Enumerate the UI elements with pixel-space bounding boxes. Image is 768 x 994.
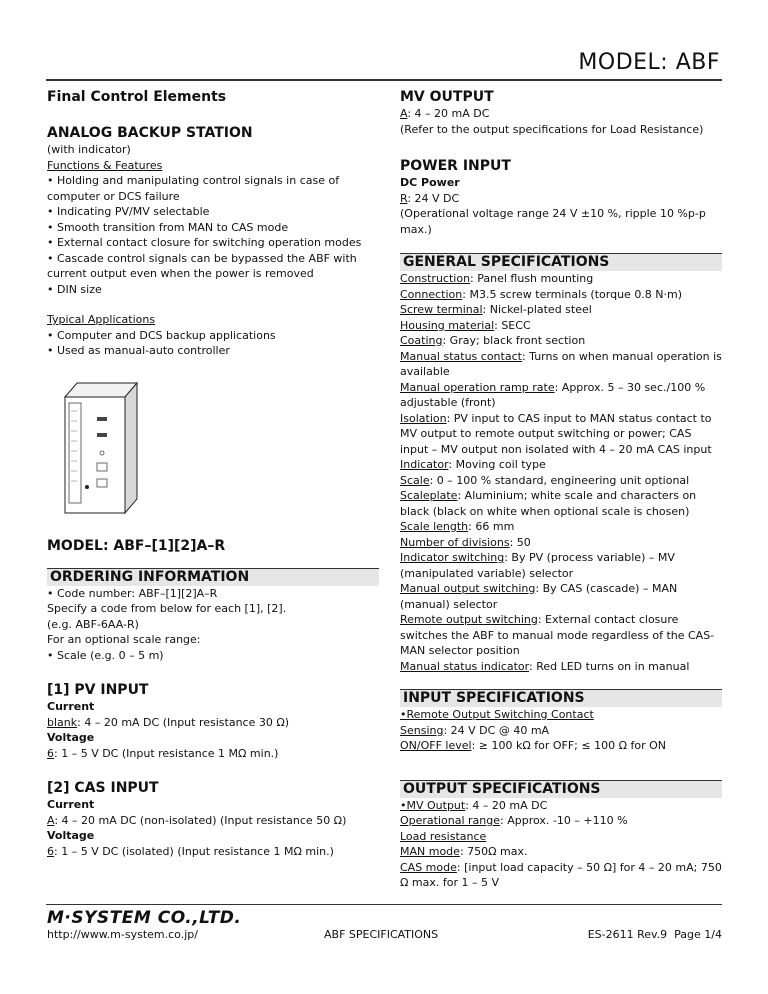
input-spec-list	[400, 707, 722, 754]
spec-key: Number of divisions	[400, 535, 510, 549]
spec-item	[400, 612, 722, 659]
spec-value: : 0 – 100 % standard, engineering unit optional	[429, 473, 690, 487]
list-item: computer or DCS failure	[47, 189, 180, 203]
footer-url[interactable]: http://www.m-system.co.jp/	[47, 928, 198, 941]
company-logo: M·SYSTEM CO.,LTD.	[47, 908, 242, 928]
spec-value: : 750Ω max.	[459, 845, 528, 858]
spec-value: : Nickel-plated steel	[482, 303, 592, 316]
list-item: • Scale (e.g. 0 – 5 m)	[47, 648, 164, 662]
list-item: For an optional scale range:	[47, 633, 201, 646]
features-list	[47, 173, 379, 297]
output-spec-heading: OUTPUT SPECIFICATIONS	[400, 780, 722, 798]
spec-item	[400, 813, 722, 829]
spec-key: Remote output switching	[400, 613, 538, 626]
list-item: • Cascade control signals can be bypassed the ABF with	[47, 251, 357, 265]
cas-voltage-label: Voltage	[47, 829, 95, 842]
model-title: MODEL: ABF	[578, 50, 720, 75]
spec-key: Housing material	[400, 318, 495, 332]
spec-item	[400, 488, 722, 519]
pv-current-line	[47, 715, 379, 731]
spec-key: Scaleplate	[400, 489, 458, 502]
list-item: (e.g. ABF-6AA-R)	[47, 617, 139, 631]
cas-current-line	[47, 813, 379, 829]
top-rule	[46, 79, 722, 81]
spec-item	[400, 581, 722, 612]
spec-key: Load resistance	[400, 829, 487, 843]
input-spec-heading: INPUT SPECIFICATIONS	[400, 689, 722, 707]
mv-output-note: (Refer to the output specifications for Load Resistance)	[400, 122, 704, 136]
spec-value: : By CAS (cascade) – MAN (manual) selector	[400, 582, 678, 611]
pv-voltage-label: Voltage	[47, 731, 95, 744]
cas-current-label: Current	[47, 798, 95, 811]
desc: : 1 – 5 V DC (isolated) (Input resistance 1 MΩ min.)	[54, 844, 334, 858]
power-line	[400, 191, 722, 207]
mv-output-heading: MV OUTPUT	[400, 89, 494, 105]
spec-value: : 4 – 20 mA DC	[465, 798, 548, 812]
footer-rule	[46, 904, 722, 905]
spec-value: : Gray; black front section	[442, 334, 586, 347]
list-item: • Code number: ABF–[1][2]A–R	[47, 586, 218, 600]
spec-item	[400, 738, 722, 754]
general-spec-list	[400, 271, 722, 674]
cas-input-heading: [2] CAS INPUT	[47, 780, 159, 796]
spec-value: : Approx. 5 – 30 sec./100 % adjustable (front)	[400, 380, 706, 409]
spec-key: MAN mode	[400, 845, 460, 858]
spec-item	[400, 411, 722, 458]
spec-value: : Moving coil type	[448, 458, 546, 471]
spec-item	[400, 798, 722, 814]
spec-key: Manual status indicator	[400, 659, 529, 673]
spec-key: Scale length	[400, 520, 469, 533]
desc: : 4 – 20 mA DC	[407, 107, 490, 120]
spec-item	[400, 318, 722, 334]
power-input-heading: POWER INPUT	[400, 158, 511, 174]
output-spec-list	[400, 798, 722, 891]
spec-item	[400, 829, 722, 845]
spec-item	[400, 535, 722, 551]
spec-item	[400, 380, 722, 411]
spec-value: : External contact closure switches the ABF to manual mode regardless of the CAS-MAN selector position	[400, 613, 715, 657]
pv-voltage-line	[47, 746, 379, 762]
spec-value: : [input load capacity – 50 Ω] for 4 – 20 mA; 750 Ω max. for 1 – 5 V	[400, 860, 722, 889]
category-heading: Final Control Elements	[47, 89, 227, 105]
spec-value: : Approx. -10 – +110 %	[500, 814, 628, 827]
spec-key: Construction	[400, 272, 471, 285]
spec-key: Operational range	[400, 814, 501, 827]
spec-key: Indicator	[400, 458, 449, 471]
cas-voltage-line	[47, 844, 379, 860]
spec-item	[400, 271, 722, 287]
spec-value: : Panel flush mounting	[470, 272, 594, 285]
list-item: • Used as manual-auto controller	[47, 344, 230, 357]
desc: : 4 – 20 mA DC (Input resistance 30 Ω)	[77, 715, 290, 729]
spec-key: Screw terminal	[400, 303, 483, 316]
general-spec-heading: GENERAL SPECIFICATIONS	[400, 253, 722, 271]
product-name: ANALOG BACKUP STATION	[47, 125, 253, 141]
spec-item	[400, 844, 722, 860]
spec-item	[400, 287, 722, 303]
spec-value: : M3.5 screw terminals (torque 0.8 N·m)	[462, 287, 683, 301]
spec-key: Isolation	[400, 411, 447, 425]
pv-input-heading: [1] PV INPUT	[47, 682, 149, 698]
features-title: Functions & Features	[47, 158, 163, 172]
list-item: • Smooth transition from MAN to CAS mode	[47, 220, 289, 234]
left-column	[47, 88, 379, 859]
spec-value: : Turns on when manual operation is available	[400, 349, 722, 378]
spec-key: CAS mode	[400, 860, 457, 874]
spec-key: Coating	[400, 334, 443, 347]
spec-item	[400, 723, 722, 739]
apps-title: Typical Applications	[47, 313, 156, 326]
page-number: Page 1/4	[674, 928, 722, 941]
spec-value: : 24 V DC @ 40 mA	[443, 723, 550, 737]
pv-current-label: Current	[47, 700, 95, 713]
list-item: current output even when the power is removed	[47, 267, 314, 280]
desc: : 24 V DC	[407, 191, 460, 205]
spec-value: : Red LED turns on in manual	[529, 659, 690, 673]
with-indicator: (with indicator)	[47, 143, 131, 156]
code: A	[400, 107, 408, 120]
list-item: • Holding and manipulating control signals in case of	[47, 174, 340, 187]
spec-value: : 66 mm	[468, 520, 515, 533]
code: A	[47, 813, 55, 827]
desc: : 1 – 5 V DC (Input resistance 1 MΩ min.)	[54, 746, 279, 760]
spec-key: Sensing	[400, 723, 444, 737]
code: blank	[47, 715, 78, 729]
spec-value: : 50	[509, 535, 531, 549]
spec-item	[400, 659, 722, 675]
ordering-heading: ORDERING INFORMATION	[47, 568, 379, 586]
spec-item	[400, 519, 722, 535]
spec-item	[400, 473, 722, 489]
mv-output-line	[400, 106, 722, 122]
list-item: • DIN size	[47, 282, 102, 296]
product-image	[57, 377, 147, 517]
spec-item	[400, 302, 722, 318]
spec-key: Indicator switching	[400, 551, 505, 564]
spec-key: Manual status contact	[400, 349, 522, 363]
power-sub: DC Power	[400, 176, 460, 189]
code: 6	[47, 844, 54, 858]
code: 6	[47, 746, 54, 760]
footer-title: ABF SPECIFICATIONS	[324, 928, 439, 941]
spec-value: : Aluminium; white scale and characters on black (black on white when optional scale is chosen)	[400, 489, 697, 518]
device-illustration	[57, 377, 157, 517]
list-item: • Indicating PV/MV selectable	[47, 205, 210, 218]
list-item: • External contact closure for switching operation modes	[47, 236, 362, 249]
spec-key: •MV Output	[400, 798, 466, 812]
model-code: MODEL: ABF–[1][2]A–R	[47, 537, 226, 554]
spec-item	[400, 349, 722, 380]
spec-key: Scale	[400, 473, 430, 487]
spec-value: : SECC	[494, 318, 531, 332]
list-item: Specify a code from below for each [1], [2].	[47, 602, 287, 615]
right-column	[400, 88, 722, 891]
spec-item	[400, 457, 722, 473]
footer-page-info	[588, 928, 722, 941]
spec-item	[400, 333, 722, 349]
spec-key: •Remote Output Switching Contact	[400, 708, 594, 721]
spec-value: : PV input to CAS input to MAN status contact to MV output to remote output switching or power; CAS input – MV output non isolated with 4 – 20 mA CAS input	[400, 411, 712, 456]
spec-key: Manual output switching	[400, 582, 536, 595]
power-note: (Operational voltage range 24 V ±10 %, ripple 10 %p-p max.)	[400, 207, 706, 236]
list-item: • Computer and DCS backup applications	[47, 328, 276, 342]
spec-item	[400, 860, 722, 891]
spec-value: : By PV (process variable) – MV (manipulated variable) selector	[400, 551, 675, 580]
spec-value: : ≥ 100 kΩ for OFF; ≤ 100 Ω for ON	[471, 739, 666, 752]
spec-item	[400, 550, 722, 581]
code: R	[400, 191, 408, 205]
desc: : 4 – 20 mA DC (non-isolated) (Input resistance 50 Ω)	[54, 813, 347, 827]
spec-key: Manual operation ramp rate	[400, 380, 555, 394]
spec-key: ON/OFF level	[400, 739, 472, 752]
spec-key: Connection	[400, 287, 463, 301]
spec-item	[400, 707, 722, 723]
doc-number: ES-2611 Rev.9	[587, 928, 668, 941]
